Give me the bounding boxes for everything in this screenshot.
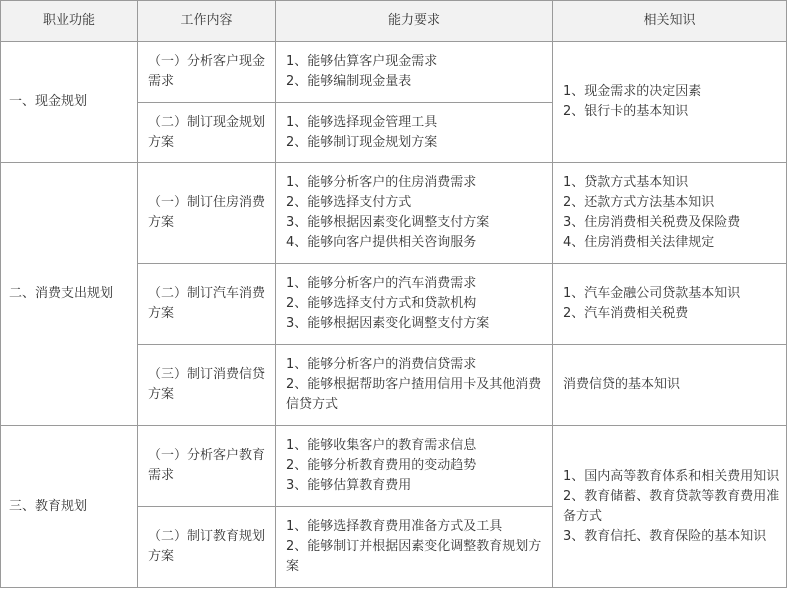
knowledge-item: 消费信贷的基本知识	[563, 377, 681, 392]
ability-item: 1、能够分析客户的住房消费需求	[286, 175, 477, 190]
header-content: 工作内容	[138, 1, 276, 42]
ability-item: 2、能够分析教育费用的变动趋势	[286, 458, 477, 473]
ability-item: 1、能够分析客户的消费信贷需求	[286, 357, 477, 372]
knowledge-item: 2、教育储蓄、教育贷款等教育费用准备方式	[563, 488, 780, 524]
content-cell: （二）制订教育规划方案	[138, 507, 276, 588]
content-cell: （一）制订住房消费方案	[138, 163, 276, 264]
knowledge-cell	[553, 42, 787, 163]
function-education-planning: 三、教育规划	[1, 426, 138, 588]
header-function: 职业功能	[1, 1, 138, 42]
ability-cell	[276, 264, 553, 345]
knowledge-item: 2、银行卡的基本知识	[563, 104, 689, 119]
function-cash-planning: 一、现金规划	[1, 42, 138, 163]
ability-item: 2、能够根据帮助客户揸用信用卡及其他消费信贷方式	[286, 377, 542, 412]
table-row	[1, 426, 787, 507]
table-row	[1, 42, 787, 103]
ability-item: 2、能够制订并根据因素变化调整教育规划方案	[286, 539, 542, 574]
knowledge-item: 3、住房消费相关税费及保险费	[563, 215, 741, 230]
knowledge-item: 1、现金需求的决定因素	[563, 84, 702, 99]
ability-item: 1、能够分析客户的汽车消费需求	[286, 276, 477, 291]
knowledge-item: 3、教育信托、教育保险的基本知识	[563, 528, 767, 544]
knowledge-cell	[553, 163, 787, 264]
ability-cell	[276, 103, 553, 163]
ability-item: 2、能够制订现金规划方案	[286, 134, 438, 150]
content-cell: （三）制订消费信贷方案	[138, 345, 276, 426]
knowledge-cell	[553, 426, 787, 588]
ability-item: 1、能够收集客户的教育需求信息	[286, 438, 477, 453]
content-cell: （一）分析客户现金需求	[138, 42, 276, 103]
knowledge-item: 1、汽车金融公司贷款基本知识	[563, 286, 741, 301]
ability-cell	[276, 42, 553, 103]
header-row	[1, 1, 787, 42]
knowledge-item: 1、贷款方式基本知识	[563, 175, 689, 190]
ability-item: 3、能够估算教育费用	[286, 478, 412, 493]
function-consumption-planning: 二、消费支出规划	[1, 163, 138, 426]
ability-item: 1、能够选择现金管理工具	[286, 114, 438, 130]
ability-item: 2、能够选择支付方式	[286, 195, 412, 210]
ability-item: 3、能够根据因素变化调整支付方案	[286, 215, 490, 230]
ability-item: 2、能够编制现金量表	[286, 74, 412, 89]
ability-item: 4、能够向客户提供相关咨询服务	[286, 235, 477, 250]
knowledge-item: 4、住房消费相关法律规定	[563, 235, 715, 250]
knowledge-item: 1、国内高等教育体系和相关费用知识	[563, 468, 780, 484]
ability-item: 2、能够选择支付方式和贷款机构	[286, 296, 477, 311]
ability-item: 3、能够根据因素变化调整支付方案	[286, 316, 490, 331]
ability-cell	[276, 345, 553, 426]
knowledge-cell	[553, 264, 787, 345]
content-cell: （一）分析客户教育需求	[138, 426, 276, 507]
knowledge-item: 2、还款方式方法基本知识	[563, 195, 715, 210]
content-cell: （二）制订现金规划方案	[138, 103, 276, 163]
content-cell: （二）制订汽车消费方案	[138, 264, 276, 345]
ability-item: 1、能够估算客户现金需求	[286, 54, 438, 69]
knowledge-item: 2、汽车消费相关税费	[563, 306, 689, 321]
table-row	[1, 163, 787, 264]
knowledge-cell	[553, 345, 787, 426]
header-ability: 能力要求	[276, 1, 553, 42]
ability-cell	[276, 163, 553, 264]
ability-item: 1、能够选择教育费用准备方式及工具	[286, 519, 503, 534]
ability-cell	[276, 426, 553, 507]
ability-cell	[276, 507, 553, 588]
header-knowledge: 相关知识	[553, 1, 787, 42]
